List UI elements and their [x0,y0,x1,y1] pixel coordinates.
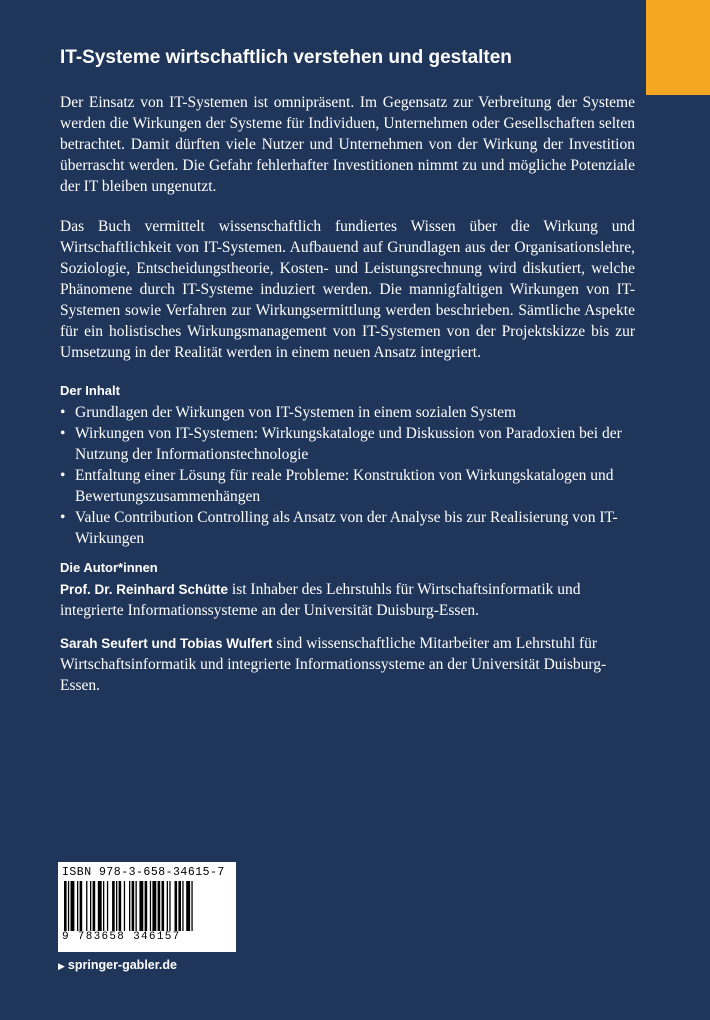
isbn-label: ISBN 978-3-658-34615-7 [62,866,225,879]
barcode-bar [169,881,170,931]
barcode-bar [175,881,178,931]
list-item [60,423,635,465]
barcode-bar [191,881,192,931]
list-item-text: Entfaltung einer Lösung für reale Probleme: Konstruktion von Wirkungskatalogen und Bewertungszusammenhängen [75,467,614,505]
description-paragraph: Das Buch vermittelt wissenschaftlich fundiertes Wissen über die Wirkung und Wirtschaftlichkeit von IT-Systemen. Aufbauend auf Grundlagen aus der Organisationslehre, Soziologie, Entscheidungstheorie, Kosten- und Leistungsrechnung wird diskutiert, welche Phänomene durch IT-Systeme induziert werden. Die mannigfaltigen Wirkungen von IT-Systemen sowie Verfahren zur Wirkungsermittlung werden beschrieben. Sämtliche Aspekte für ein holistisches Wirkungsmanagement von IT-Systemen von der Projektskizze bis zur Umsetzung in der Realität werden in einem neuen Ansatz integriert. [60,218,635,361]
bullet-icon: • [60,404,66,421]
barcode-bar [98,881,102,931]
barcode-bar [93,881,96,931]
barcode-bar [152,881,156,931]
barcode-bar [107,881,108,931]
list-item [60,402,635,423]
author-description: ist Inhaber des Lehrstuhls für Wirtschaftsinformatik und integrierte Informationssysteme an der Universität Duisburg-Essen. [60,581,581,619]
website-label: springer-gabler.de [67,958,177,972]
author-bio [60,633,635,696]
barcode-bar [139,881,143,931]
contents-list [60,402,635,549]
barcode-bar [136,881,137,931]
barcode-bar [167,881,168,931]
barcode-bar [182,881,183,931]
barcode-bar [150,881,151,931]
back-cover-content [60,46,635,708]
barcode-bar [112,881,115,931]
barcode-bar [178,881,181,931]
barcode-bar [64,881,67,931]
barcode-bar [86,881,87,931]
list-item [60,465,635,507]
barcode-icon [62,881,232,931]
bullet-icon: • [60,509,66,526]
authors-heading: Die Autor*innen [60,560,158,575]
barcode-bar [71,881,75,931]
isbn-barcode [58,862,236,952]
barcode-bar [103,881,104,931]
bullet-icon: • [60,467,66,484]
barcode-bar [145,881,148,931]
barcode-bar [77,881,78,931]
barcode-bar [158,881,161,931]
author-name: Prof. Dr. Reinhard Schütte [60,582,229,597]
author-bio [60,579,635,621]
contents-heading: Der Inhalt [60,383,120,398]
barcode-bar [80,881,83,931]
barcode-bar [162,881,165,931]
publisher-website[interactable] [58,957,177,974]
barcode-bar [68,881,69,931]
bullet-icon: • [60,425,66,442]
accent-bar [646,0,710,95]
barcode-bar [124,881,125,931]
list-item [60,507,635,549]
barcode-bar [116,881,117,931]
barcode-digits: 9 783658 346157 [62,931,181,943]
author-description: sind wissenschaftliche Mitarbeiter am Lehrstuhl für Wirtschaftsinformatik und integrierte Informationssysteme an der Universität Duisburg-Essen. [60,635,607,694]
barcode-bar [129,881,130,931]
arrow-right-icon: ▶ [58,961,65,971]
barcode-bar [90,881,91,931]
barcode-bar [186,881,190,931]
list-item-text: Wirkungen von IT-Systemen: Wirkungskataloge und Diskussion von Paradoxien bei der Nutzung der Informationstechnologie [75,425,622,463]
list-item-text: Value Contribution Controlling als Ansatz von der Analyse bis zur Realisierung von IT-Wirkungen [75,509,618,547]
barcode-bar [119,881,122,931]
intro-paragraph: Der Einsatz von IT-Systemen ist omnipräsent. Im Gegensatz zur Verbreitung der Systeme werden die Wirkungen der Systeme für Individuen, Unternehmen oder Gesellschaften selten betrachtet. Damit dürften viele Nutzer und Unternehmen von der Wirkung der Investition überrascht werden. Die Gefahr fehlerhafter Investitionen nimmt zu und mögliche Potenziale der IT bleiben ungenutzt. [60,94,635,195]
barcode-bar [132,881,135,931]
author-name: Sarah Seufert und Tobias Wulfert [60,636,273,651]
list-item-text: Grundlagen der Wirkungen von IT-Systemen in einem sozialen System [75,404,517,421]
page-title: IT-Systeme wirtschaftlich verstehen und gestalten [60,47,512,68]
